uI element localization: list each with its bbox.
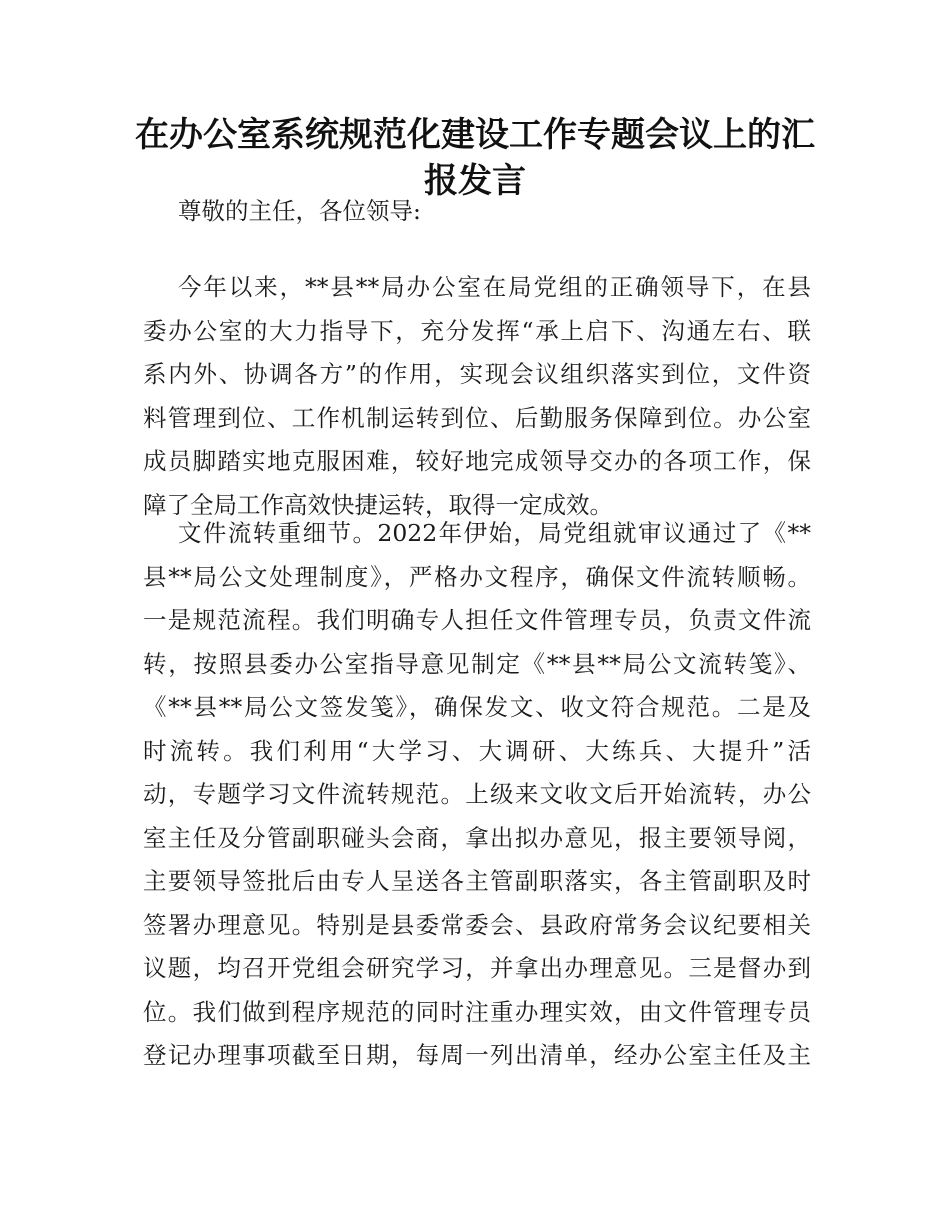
text-line: 县**局公文处理制度》，严格办文程序，确保文件流转顺畅。 [143, 562, 811, 591]
text-line: 主要领导签批后由专人呈送各主管副职落实，各主管副职及时 [143, 867, 811, 895]
text-line: 签署办理意见。特别是县委常委会、县政府常务会议纪要相关 [143, 910, 811, 939]
text-line: 时流转。我们利用“大学习、大调研、大练兵、大提升”活 [143, 736, 811, 765]
text-line: 委办公室的大力指导下，充分发挥“承上启下、沟通左右、联 [143, 316, 811, 345]
text-line: 动，专题学习文件流转规范。上级来文收文后开始流转，办公 [143, 780, 811, 808]
text-line: 议题，均召开党组会研究学习，并拿出办理意见。三是督办到 [143, 954, 811, 982]
title-line: 报发言 [424, 161, 526, 201]
paragraph-intro [143, 266, 811, 527]
text-line: 登记办理事项截至日期，每周一列出清单，经办公室主任及主 [143, 1041, 811, 1069]
text-line: 《**县**局公文签发笺》，确保发文、收文符合规范。二是及 [143, 693, 811, 721]
salutation-text: 尊敬的主任，各位领导: [178, 197, 421, 225]
text-line: 一是规范流程。我们明确专人担任文件管理专员，负责文件流 [143, 606, 811, 634]
text-line: 位。我们做到程序规范的同时注重办理实效，由文件管理专员 [143, 997, 811, 1026]
text-line: 文件流转重细节。2022年伊始，局党组就审议通过了《** [178, 519, 811, 547]
title-line: 在办公室系统规范化建设工作专题会议上的汇 [135, 115, 815, 155]
text-line: 障了全局工作高效快捷运转，取得一定成效。 [143, 490, 613, 519]
salutation [143, 190, 811, 234]
text-line: 转，按照县委办公室指导意见制定《**县**局公文流转笺》、 [143, 649, 811, 678]
text-line: 系内外、协调各方”的作用，实现会议组织落实到位，文件资 [143, 360, 811, 388]
text-line: 室主任及分管副职碰头会商，拿出拟办意见，报主要领导阅， [143, 823, 811, 852]
text-line: 成员脚踏实地克服困难，较好地完成领导交办的各项工作，保 [143, 447, 811, 475]
paragraph-file-flow [143, 512, 811, 1078]
text-line: 今年以来，**县**局办公室在局党组的正确领导下，在县 [178, 273, 811, 301]
text-line: 料管理到位、工作机制运转到位、后勤服务保障到位。办公室 [143, 403, 811, 432]
